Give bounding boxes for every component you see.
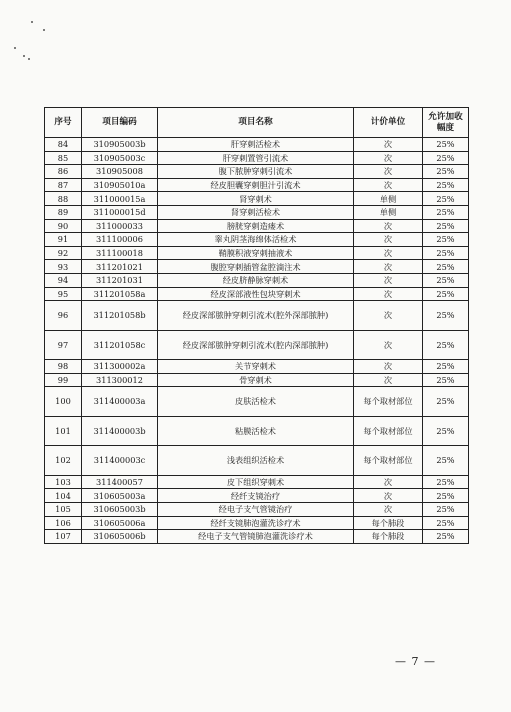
cell-unit: 次 [354, 360, 423, 374]
cell-name: 腹下脓肿穿刺引流术 [158, 165, 354, 179]
table-row [45, 273, 469, 287]
table-row [45, 530, 469, 544]
table-row [45, 446, 469, 476]
cell-unit: 次 [354, 138, 423, 152]
cell-no: 87 [45, 178, 82, 192]
cell-name: 睾丸阴茎海绵体活检术 [158, 233, 354, 247]
cell-name: 经电子支气管镜治疗 [158, 503, 354, 517]
cell-rate: 25% [423, 138, 469, 152]
cell-code: 311300012 [82, 373, 158, 387]
cell-unit: 次 [354, 273, 423, 287]
table-body [45, 138, 469, 544]
cell-unit: 每个肺段 [354, 530, 423, 544]
cell-unit: 每个取材部位 [354, 446, 423, 476]
cell-rate: 25% [423, 416, 469, 446]
cell-name: 经皮深部液性包块穿刺术 [158, 287, 354, 301]
table-row [45, 360, 469, 374]
cell-rate: 25% [423, 260, 469, 274]
scan-speck [31, 21, 33, 23]
table-row [45, 301, 469, 331]
cell-unit: 每个肺段 [354, 516, 423, 530]
cell-rate: 25% [423, 503, 469, 517]
cell-code: 311000033 [82, 219, 158, 233]
fee-table [44, 107, 469, 544]
table-row [45, 246, 469, 260]
table-row [45, 516, 469, 530]
cell-code: 311400057 [82, 475, 158, 489]
cell-unit: 次 [354, 151, 423, 165]
cell-rate: 25% [423, 273, 469, 287]
cell-unit: 单侧 [354, 205, 423, 219]
cell-rate: 25% [423, 165, 469, 179]
cell-name: 肝穿刺活检术 [158, 138, 354, 152]
cell-code: 310905008 [82, 165, 158, 179]
table-header-row [45, 108, 469, 138]
cell-unit: 次 [354, 178, 423, 192]
cell-rate: 25% [423, 178, 469, 192]
cell-name: 肾穿刺活检术 [158, 205, 354, 219]
header-no: 序号 [45, 108, 82, 138]
header-code: 项目编码 [82, 108, 158, 138]
cell-no: 84 [45, 138, 82, 152]
cell-no: 97 [45, 330, 82, 360]
cell-code: 311201021 [82, 260, 158, 274]
cell-name: 经纤支镜肺泡灌洗诊疗术 [158, 516, 354, 530]
cell-no: 106 [45, 516, 82, 530]
cell-code: 310905003b [82, 138, 158, 152]
cell-name: 粘膜活检术 [158, 416, 354, 446]
table-row [45, 330, 469, 360]
cell-unit: 次 [354, 246, 423, 260]
cell-rate: 25% [423, 360, 469, 374]
scan-speck [43, 29, 45, 31]
cell-code: 310905003c [82, 151, 158, 165]
cell-unit: 次 [354, 373, 423, 387]
cell-code: 311201058c [82, 330, 158, 360]
table-row [45, 287, 469, 301]
cell-no: 99 [45, 373, 82, 387]
cell-no: 103 [45, 475, 82, 489]
cell-name: 皮下组织穿刺术 [158, 475, 354, 489]
scan-speck [14, 47, 16, 49]
cell-name: 肝穿刺置管引流术 [158, 151, 354, 165]
table-row [45, 233, 469, 247]
cell-name: 肾穿刺术 [158, 192, 354, 206]
cell-code: 311201031 [82, 273, 158, 287]
cell-code: 310605003b [82, 503, 158, 517]
table-row [45, 192, 469, 206]
cell-code: 311000015a [82, 192, 158, 206]
cell-code: 311300002a [82, 360, 158, 374]
cell-no: 105 [45, 503, 82, 517]
cell-no: 86 [45, 165, 82, 179]
table-row [45, 373, 469, 387]
cell-unit: 次 [354, 489, 423, 503]
scan-speck [23, 55, 25, 57]
table-row [45, 416, 469, 446]
cell-name: 腹腔穿刺插管盆腔滴注术 [158, 260, 354, 274]
table-row [45, 219, 469, 233]
cell-code: 311000015d [82, 205, 158, 219]
cell-no: 102 [45, 446, 82, 476]
cell-unit: 每个取材部位 [354, 416, 423, 446]
cell-unit: 次 [354, 287, 423, 301]
cell-code: 310605006b [82, 530, 158, 544]
cell-unit: 每个取材部位 [354, 387, 423, 417]
cell-rate: 25% [423, 151, 469, 165]
cell-code: 311400003a [82, 387, 158, 417]
cell-no: 94 [45, 273, 82, 287]
cell-unit: 次 [354, 260, 423, 274]
cell-rate: 25% [423, 530, 469, 544]
cell-rate: 25% [423, 446, 469, 476]
cell-no: 107 [45, 530, 82, 544]
cell-name: 关节穿刺术 [158, 360, 354, 374]
cell-rate: 25% [423, 373, 469, 387]
cell-unit: 次 [354, 219, 423, 233]
cell-name: 经皮深部脓肿穿刺引流术(腔外深部脓肿) [158, 301, 354, 331]
table-row [45, 205, 469, 219]
cell-name: 鞘膜积液穿刺抽液术 [158, 246, 354, 260]
cell-rate: 25% [423, 219, 469, 233]
cell-code: 311100018 [82, 246, 158, 260]
cell-name: 骨穿刺术 [158, 373, 354, 387]
cell-no: 96 [45, 301, 82, 331]
table-row [45, 138, 469, 152]
cell-rate: 25% [423, 516, 469, 530]
cell-unit: 次 [354, 503, 423, 517]
table-row [45, 178, 469, 192]
cell-code: 311201058a [82, 287, 158, 301]
cell-name: 膀胱穿刺造瘘术 [158, 219, 354, 233]
scan-speck [28, 58, 30, 60]
table-row [45, 489, 469, 503]
cell-rate: 25% [423, 233, 469, 247]
cell-code: 310905010a [82, 178, 158, 192]
cell-rate: 25% [423, 330, 469, 360]
cell-name: 浅表组织活检术 [158, 446, 354, 476]
cell-name: 经电子支气管镜肺泡灌洗诊疗术 [158, 530, 354, 544]
table-row [45, 387, 469, 417]
cell-no: 101 [45, 416, 82, 446]
cell-rate: 25% [423, 387, 469, 417]
cell-code: 310605003a [82, 489, 158, 503]
header-rate: 允许加收幅度 [423, 108, 469, 138]
cell-rate: 25% [423, 475, 469, 489]
cell-name: 皮肤活检术 [158, 387, 354, 417]
cell-rate: 25% [423, 301, 469, 331]
page-number: — 7 — [395, 655, 436, 668]
cell-unit: 次 [354, 165, 423, 179]
header-name: 项目名称 [158, 108, 354, 138]
cell-rate: 25% [423, 205, 469, 219]
header-unit: 计价单位 [354, 108, 423, 138]
cell-no: 104 [45, 489, 82, 503]
cell-rate: 25% [423, 489, 469, 503]
cell-no: 90 [45, 219, 82, 233]
cell-no: 95 [45, 287, 82, 301]
table-row [45, 165, 469, 179]
cell-name: 经皮深部脓肿穿刺引流术(腔内深部脓肿) [158, 330, 354, 360]
cell-unit: 单侧 [354, 192, 423, 206]
cell-rate: 25% [423, 246, 469, 260]
cell-code: 311201058b [82, 301, 158, 331]
table-row [45, 503, 469, 517]
cell-unit: 次 [354, 301, 423, 331]
cell-no: 93 [45, 260, 82, 274]
table-row [45, 260, 469, 274]
cell-unit: 次 [354, 330, 423, 360]
cell-code: 311400003c [82, 446, 158, 476]
table-row [45, 475, 469, 489]
cell-code: 311400003b [82, 416, 158, 446]
table-row [45, 151, 469, 165]
cell-rate: 25% [423, 287, 469, 301]
cell-no: 92 [45, 246, 82, 260]
cell-no: 91 [45, 233, 82, 247]
cell-no: 85 [45, 151, 82, 165]
cell-name: 经皮脐静脉穿刺术 [158, 273, 354, 287]
cell-no: 89 [45, 205, 82, 219]
cell-code: 310605006a [82, 516, 158, 530]
cell-rate: 25% [423, 192, 469, 206]
cell-unit: 次 [354, 475, 423, 489]
cell-unit: 次 [354, 233, 423, 247]
cell-name: 经纤支镜治疗 [158, 489, 354, 503]
cell-no: 88 [45, 192, 82, 206]
cell-no: 98 [45, 360, 82, 374]
cell-name: 经皮胆囊穿刺胆汁引流术 [158, 178, 354, 192]
cell-code: 311100006 [82, 233, 158, 247]
cell-no: 100 [45, 387, 82, 417]
